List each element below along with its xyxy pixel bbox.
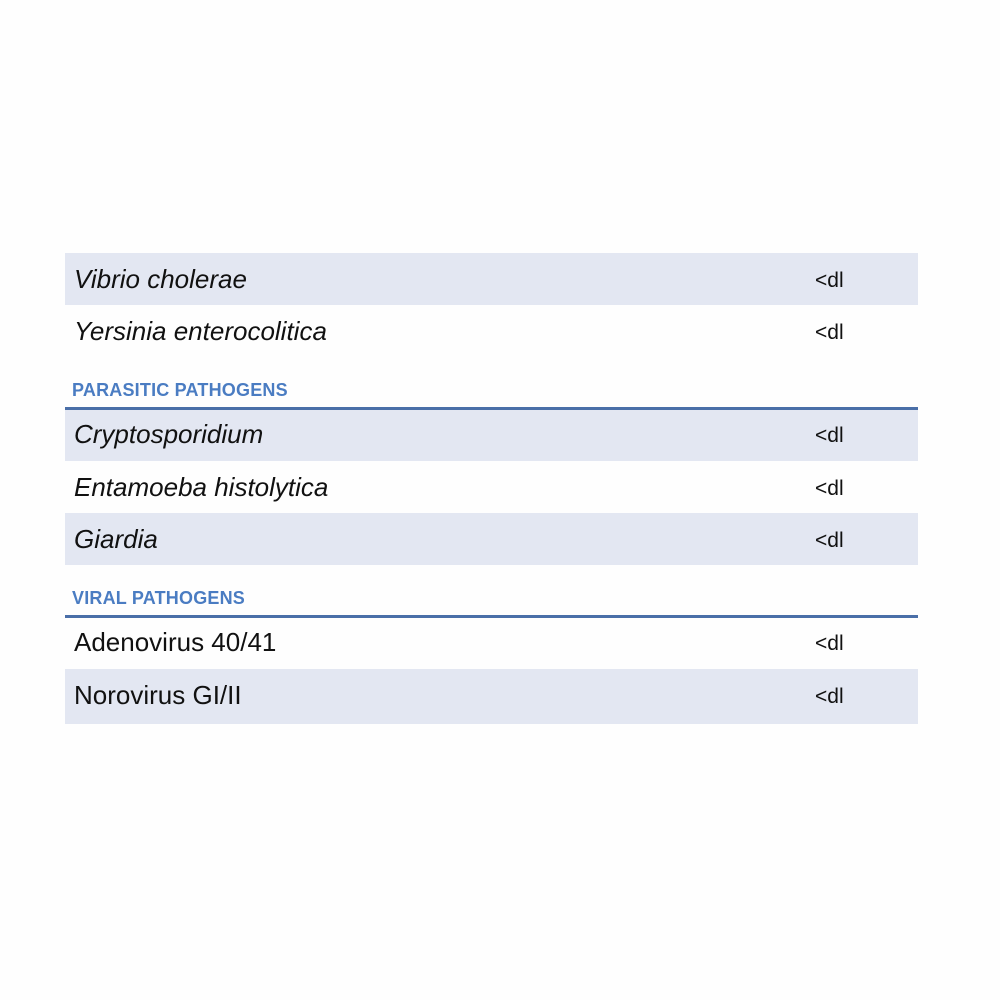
result-value: <dl <box>815 424 844 447</box>
section-header-viral <box>65 565 918 618</box>
result-value: <dl <box>815 632 844 655</box>
table-row <box>65 410 918 461</box>
result-value: <dl <box>815 685 844 708</box>
table-row <box>65 669 918 724</box>
section-header-parasitic <box>65 357 918 410</box>
pathogen-name: Giardia <box>74 524 158 554</box>
table-row <box>65 461 918 513</box>
section-title: VIRAL PATHOGENS <box>72 588 246 608</box>
pathogen-name: Entamoeba histolytica <box>74 472 329 502</box>
result-value: <dl <box>815 477 844 500</box>
pathogen-name: Vibrio cholerae <box>74 264 247 294</box>
section-title: PARASITIC PATHOGENS <box>72 380 288 400</box>
pathogen-name: Cryptosporidium <box>74 419 264 449</box>
result-value: <dl <box>815 321 844 344</box>
pathogen-name: Norovirus GI/II <box>74 680 242 710</box>
table-row <box>65 618 918 669</box>
pathogen-results-table <box>65 253 918 724</box>
pathogen-name: Adenovirus 40/41 <box>74 627 277 657</box>
pathogen-name: Yersinia enterocolitica <box>74 316 327 346</box>
table-row <box>65 513 918 565</box>
result-value: <dl <box>815 269 844 292</box>
result-value: <dl <box>815 529 844 552</box>
table-row <box>65 305 918 357</box>
table-row <box>65 253 918 305</box>
